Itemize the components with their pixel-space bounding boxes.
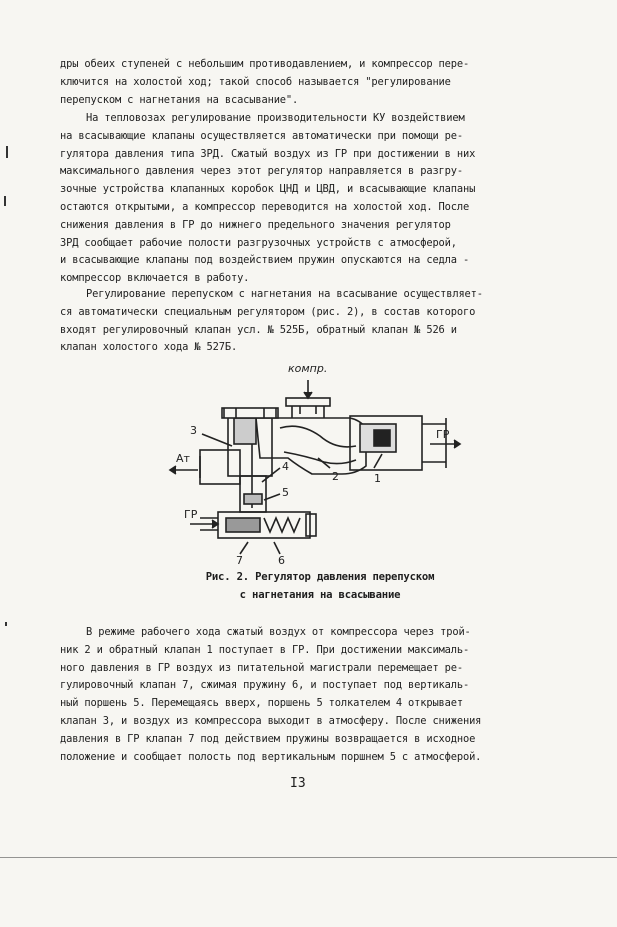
scan-speck (4, 196, 6, 206)
paragraph-1: дры обеих ступеней с небольшим противодавлением, и компрессор пере- ключится на холостой ход; такой способ называется "регулирование перепуском с нагнетания на всасывание". (60, 58, 470, 106)
scan-edge-line (0, 857, 617, 858)
figure-caption-line-1: Рис. 2. Регулятор давления перепуском (205, 571, 435, 583)
label-5: 5 (282, 486, 289, 499)
label-gr-left: ГР (184, 508, 198, 521)
label-gr-right: ГР (436, 428, 450, 441)
regulator-drawing (160, 358, 490, 568)
figure-caption-line-2: с нагнетания на всасывание (239, 589, 401, 601)
paragraph-3: Регулирование перепуском с нагнетания на всасывание осуществляет- ся автоматически специальным регулятором (рис. 2), в состав которого входят регулировочный клапан усл. № 525Б, обратный клапан № 526 и клапан холостого хода № 527Б. (60, 288, 483, 354)
scan-speck (5, 622, 7, 626)
piston-5 (244, 494, 262, 504)
paragraph-4: В режиме рабочего хода сжатый воздух от компрессора через трой- ник 2 и обратный клапан 1 поступает в ГР. При достижении максималь- ного давления в ГР воздух из питательной магистрали перемещает ре- гулировочный клапан 7, сжимая пружину 6, и поступает под вертикаль- ный поршень 5. Перемещаясь вверх, поршень 5 толкателем 4 открывает клапан 3, и воздух из компрессора выходит в атмосферу. После снижения давления в ГР клапан 7 под действием пружины возвращается в исходное положение и сообщает полость под вертикальным поршнем 5 с атмосферой. (60, 626, 482, 763)
label-6: 6 (278, 554, 285, 567)
page-number: I3 (290, 776, 306, 791)
label-3: 3 (190, 424, 197, 437)
label-1: 1 (374, 472, 381, 485)
spring-6 (264, 518, 300, 532)
atmosphere-outlet (200, 450, 240, 484)
label-2: 2 (332, 470, 339, 483)
valve-3 (234, 418, 256, 444)
label-atmosphere: Aт (176, 452, 190, 465)
paragraph-2: На тепловозах регулирование производительности КУ воздействием на всасывающие клапаны осуществляется автоматически при помощи ре- гулятора давления типа ЗРД. Сжатый воздух из ГР при достижении в них максимального давления через этот регулятор направляется в разгру- зочные устройства клапанных коробок ЦНД и ЦВД, и всасывающие клапаны остаются открытыми, а компрессор переводится на холостой ход. После снижения давления в ГР до нижнего предельного значения регулятор ЗРД сообщает рабочие полости разгрузочных устройств с атмосферой, и всасывающие клапаны под воздействием пружин опускаются на седла - компрессор включается в работу. (60, 112, 476, 285)
label-4: 4 (282, 460, 289, 473)
regulating-valve-7 (226, 518, 260, 532)
label-compressor: компр. (288, 362, 328, 375)
figure-regulator-diagram (160, 358, 490, 568)
label-7: 7 (236, 554, 243, 567)
scan-speck (6, 146, 8, 158)
